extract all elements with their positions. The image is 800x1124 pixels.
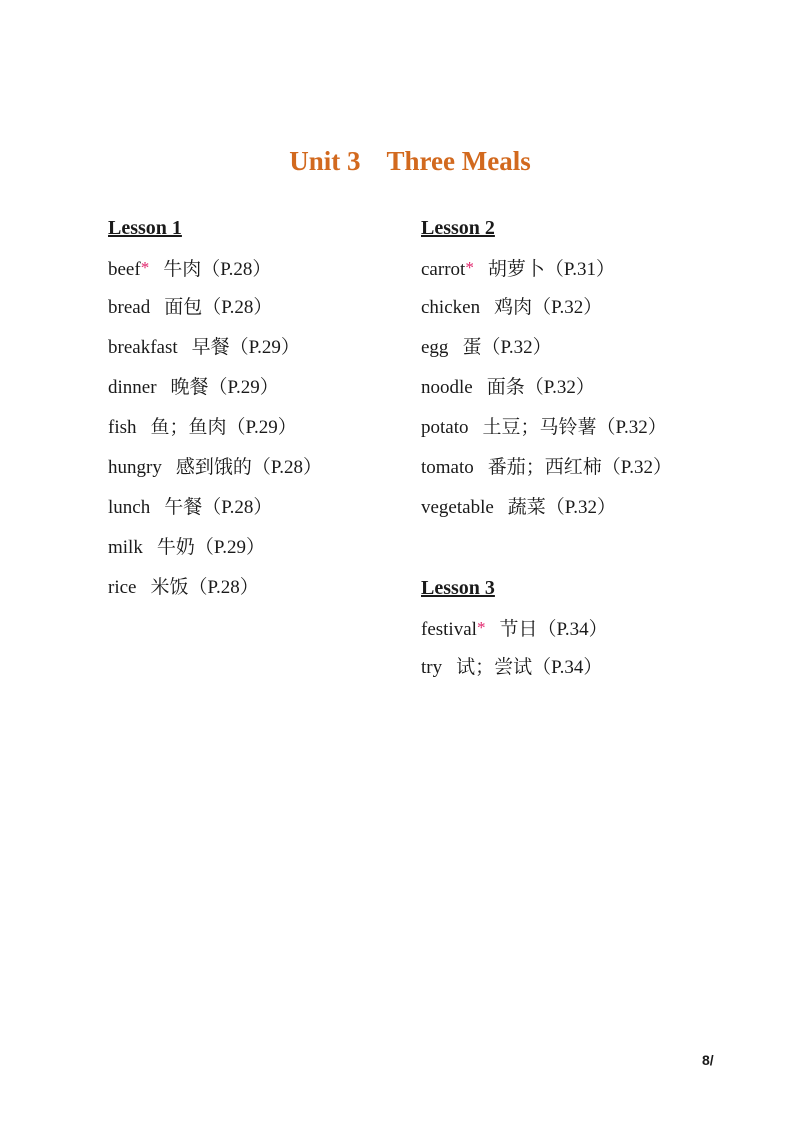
vocab-entry bbox=[108, 454, 322, 494]
vocab-entry bbox=[108, 294, 322, 334]
vocab-meaning: 午餐（P.28） bbox=[164, 497, 273, 518]
vocab-meaning: 牛奶（P.29） bbox=[156, 537, 266, 558]
vocab-entry bbox=[108, 334, 322, 374]
vocab-word: vegetable bbox=[421, 497, 494, 518]
vocab-meaning: 米饭（P.28） bbox=[150, 577, 259, 598]
vocab-word: fish bbox=[108, 417, 137, 438]
lesson-1-heading: Lesson 1 bbox=[108, 217, 182, 239]
vocab-meaning: 节日（P.34） bbox=[499, 619, 608, 640]
vocab-word: chicken bbox=[421, 297, 481, 318]
vocab-entry bbox=[421, 414, 672, 454]
vocab-entry bbox=[421, 614, 672, 654]
vocab-word: carrot bbox=[421, 259, 466, 280]
vocab-entry bbox=[421, 334, 672, 374]
vocab-meaning: 番茄；西红柿（P.32） bbox=[487, 457, 672, 478]
lesson-3-heading: Lesson 3 bbox=[421, 577, 495, 599]
vocab-meaning: 牛肉（P.28） bbox=[163, 259, 272, 280]
vocab-meaning: 土豆；马铃薯（P.32） bbox=[482, 417, 667, 438]
page-title bbox=[0, 146, 800, 177]
lesson-2-heading: Lesson 2 bbox=[421, 217, 495, 239]
vocab-meaning: 试；尝试（P.34） bbox=[456, 657, 603, 678]
key-word-asterisk: * bbox=[465, 258, 474, 277]
lesson-1-vocab-list bbox=[108, 254, 322, 614]
vocab-meaning: 蛋（P.32） bbox=[462, 337, 552, 358]
vocab-entry bbox=[108, 494, 322, 534]
vocab-word: lunch bbox=[108, 497, 151, 518]
vocab-meaning: 晚餐（P.29） bbox=[170, 377, 279, 398]
vocab-meaning: 感到饿的（P.28） bbox=[175, 457, 323, 478]
lesson-2-3-column bbox=[421, 214, 672, 694]
vocab-meaning: 面条（P.32） bbox=[486, 377, 595, 398]
unit-name: Three Meals bbox=[386, 146, 531, 176]
unit-label: Unit 3 bbox=[289, 146, 361, 176]
vocab-entry bbox=[108, 534, 322, 574]
vocab-meaning: 鱼；鱼肉（P.29） bbox=[150, 417, 297, 438]
lesson-1-column bbox=[108, 214, 322, 614]
vocab-meaning: 面包（P.28） bbox=[164, 297, 273, 318]
vocab-meaning: 蔬菜（P.32） bbox=[507, 497, 617, 518]
vocab-word: beef bbox=[108, 259, 141, 280]
vocab-entry bbox=[108, 374, 322, 414]
vocab-word: dinner bbox=[108, 377, 157, 398]
vocab-word: noodle bbox=[421, 377, 473, 398]
lesson-2-vocab-list bbox=[421, 254, 672, 534]
vocab-word: tomato bbox=[421, 457, 474, 478]
vocab-word: hungry bbox=[108, 457, 162, 478]
section-spacer bbox=[421, 534, 672, 574]
vocab-entry bbox=[421, 494, 672, 534]
vocab-entry bbox=[421, 294, 672, 334]
vocab-entry bbox=[108, 574, 322, 614]
vocab-entry bbox=[421, 254, 672, 294]
vocab-word: bread bbox=[108, 297, 151, 318]
vocab-word: festival bbox=[421, 619, 477, 640]
vocab-entry bbox=[108, 414, 322, 454]
vocab-meaning: 鸡肉（P.32） bbox=[494, 297, 603, 318]
vocab-word: egg bbox=[421, 337, 449, 358]
vocab-entry bbox=[421, 374, 672, 414]
vocab-word: try bbox=[421, 657, 443, 678]
vocab-entry bbox=[421, 454, 672, 494]
vocab-entry bbox=[108, 254, 322, 294]
vocab-entry bbox=[421, 654, 672, 694]
vocab-word: potato bbox=[421, 417, 469, 438]
vocab-word: breakfast bbox=[108, 337, 178, 358]
vocab-meaning: 早餐（P.29） bbox=[191, 337, 300, 358]
vocab-word: rice bbox=[108, 577, 137, 598]
vocab-meaning: 胡萝卜（P.31） bbox=[487, 259, 616, 280]
key-word-asterisk: * bbox=[476, 618, 486, 637]
page-number: 8/ bbox=[702, 1052, 714, 1068]
lesson-3-vocab-list bbox=[421, 614, 672, 694]
vocab-word: milk bbox=[108, 537, 143, 558]
key-word-asterisk: * bbox=[140, 258, 150, 277]
